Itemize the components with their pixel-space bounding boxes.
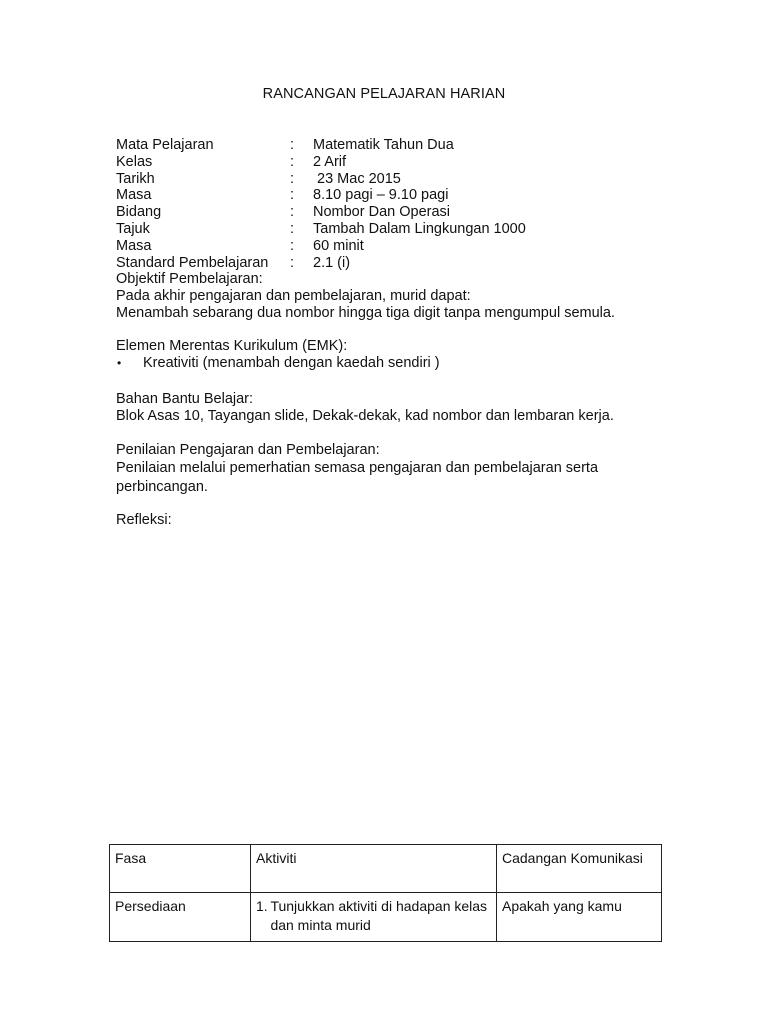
info-value: 2.1 (i) <box>313 254 351 271</box>
info-row <box>116 171 615 188</box>
table-header-row <box>110 845 662 893</box>
info-label: Standard Pembelajaran <box>116 254 269 271</box>
info-value: Matematik Tahun Dua <box>313 137 454 153</box>
info-row <box>116 255 615 272</box>
emk-list-item <box>116 355 440 372</box>
info-colon: : <box>290 153 295 170</box>
cell-aktiviti <box>251 893 497 942</box>
info-label: Bidang <box>116 204 162 221</box>
info-colon: : <box>290 254 295 271</box>
penilaian-text: Penilaian melalui pemerhatian semasa pengajaran dan pembelajaran serta perbincangan. <box>116 459 599 495</box>
bahan-text: Blok Asas 10, Tayangan slide, Dekak-dekak, kad nombor dan lembaran kerja. <box>116 407 614 424</box>
info-colon: : <box>290 237 295 254</box>
info-label: Tajuk <box>116 220 150 237</box>
refleksi-section <box>116 512 172 529</box>
penilaian-heading: Penilaian Pengajaran dan Pembelajaran: <box>116 442 380 458</box>
info-colon: : <box>290 137 295 153</box>
info-row <box>116 154 615 171</box>
bullet-icon: • <box>117 355 122 370</box>
table-row <box>110 893 662 942</box>
header-komunikasi: Cadangan Komunikasi <box>497 845 662 893</box>
header-fasa: Fasa <box>110 845 251 893</box>
info-row <box>116 187 615 204</box>
info-value: Nombor Dan Operasi <box>313 204 450 221</box>
info-label: Masa <box>116 187 152 204</box>
info-colon: : <box>290 204 295 221</box>
info-value: 23 Mac 2015 <box>313 170 401 187</box>
emk-heading: Elemen Merentas Kurikulum (EMK): <box>116 338 348 354</box>
document-title: RANCANGAN PELAJARAN HARIAN <box>262 86 506 102</box>
fasa-table <box>109 844 662 942</box>
info-label: Masa <box>116 237 152 254</box>
cell-fasa: Persediaan <box>110 893 251 942</box>
emk-section <box>116 338 440 372</box>
cell-komunikasi: Apakah yang kamu <box>497 893 662 942</box>
objektif-heading: Objektif Pembelajaran: <box>116 271 263 288</box>
info-row <box>116 238 615 255</box>
objektif-line-2: Menambah sebarang dua nombor hingga tiga digit tanpa mengumpul semula. <box>116 304 615 321</box>
info-colon: : <box>290 170 295 187</box>
info-value: 60 minit <box>313 237 364 254</box>
info-value: 2 Arif <box>313 153 347 170</box>
item-number: 1. <box>256 898 268 914</box>
info-row <box>116 137 615 154</box>
info-row <box>116 204 615 221</box>
item-text: Tunjukkan aktiviti di hadapan kelas dan minta murid <box>270 898 488 933</box>
header-aktiviti: Aktiviti <box>251 845 497 893</box>
numbered-item <box>256 897 491 935</box>
objektif-line-1: Pada akhir pengajaran dan pembelajaran, murid dapat: <box>116 288 471 305</box>
info-label: Tarikh <box>116 170 155 187</box>
emk-item-text: Kreativiti (menambah dengan kaedah sendiri ) <box>143 354 440 371</box>
penilaian-section <box>116 442 656 497</box>
info-value: 8.10 pagi – 9.10 pagi <box>313 187 449 204</box>
info-label: Mata Pelajaran <box>116 137 214 153</box>
info-value: Tambah Dalam Lingkungan 1000 <box>313 220 526 237</box>
info-row <box>116 221 615 238</box>
refleksi-heading: Refleksi: <box>116 512 172 528</box>
lesson-info <box>116 137 615 322</box>
info-colon: : <box>290 220 295 237</box>
bahan-section <box>116 391 614 425</box>
info-label: Kelas <box>116 153 153 170</box>
bahan-heading: Bahan Bantu Belajar: <box>116 391 254 407</box>
info-colon: : <box>290 187 295 204</box>
